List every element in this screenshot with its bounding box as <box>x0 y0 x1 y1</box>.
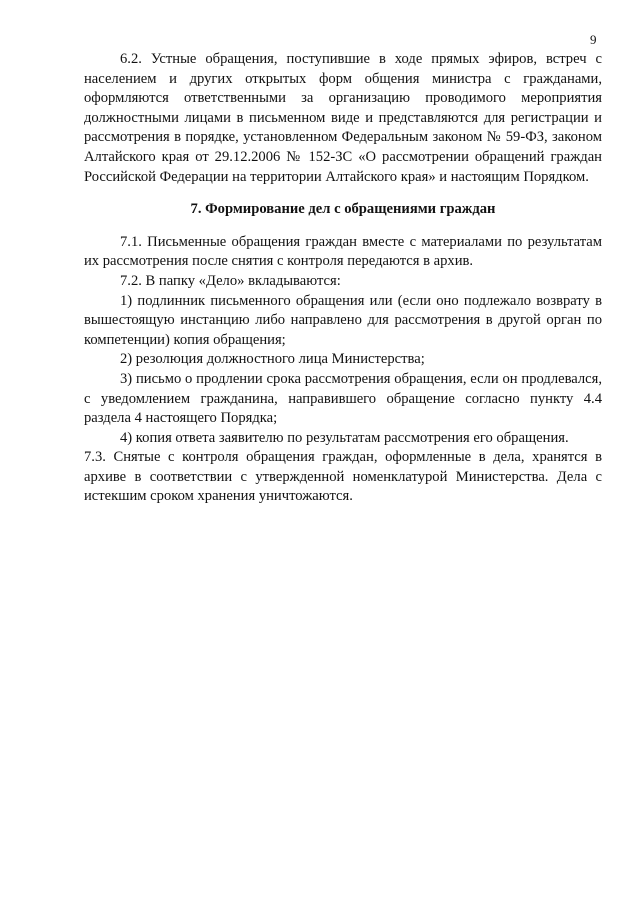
paragraph-6-2: 6.2. Устные обращения, поступившие в ходе прямых эфиров, встреч с населением и других открытых форм общения министра с гражданами, оформляются ответственными за организацию проводимого мероприятия должностными лицами в письменном виде и представляются для регистрации и рассмотрения в порядке, установленном Федеральным законом № 59-ФЗ, законом Алтайского края от 29.12.2006 № 152-ЗС «О рассмотрении обращений граждан Российской Федерации на территории Алтайского края» и настоящим Порядком. <box>84 51 602 185</box>
paragraph-7-2: 7.2. В папку «Дело» вкладываются: <box>120 272 341 289</box>
paragraph-7-3: 7.3. Снятые с контроля обращения граждан, оформленные в дела, хранятся в архиве в соответствии с утвержденной номенклатурой Министерства. Дела с истекшим сроком хранения уничтожаются. <box>84 449 602 505</box>
list-item-1: 1) подлинник письменного обращения или (если оно подлежало возврату в вышестоящую инстанцию либо направлено для рассмотрения в другой орган по компетенции) копия обращения; <box>84 292 602 348</box>
list-item-4: 4) копия ответа заявителю по результатам рассмотрения его обращения. <box>120 429 569 446</box>
list-item-2: 2) резолюция должностного лица Министерства; <box>120 351 425 368</box>
paragraph-7-1: 7.1. Письменные обращения граждан вместе с материалами по результатам их рассмотрения после снятия с контроля передаются в архив. <box>84 233 602 270</box>
page-number: 9 <box>590 32 597 47</box>
document-body <box>84 50 602 507</box>
section-heading-7: 7. Формирование дел с обращениями граждан <box>190 201 496 218</box>
list-item-3: 3) письмо о продлении срока рассмотрения обращения, если он продлевался, с уведомлением гражданина, направившего обращение согласно пункту 4.4 раздела 4 настоящего Порядка; <box>84 370 602 427</box>
